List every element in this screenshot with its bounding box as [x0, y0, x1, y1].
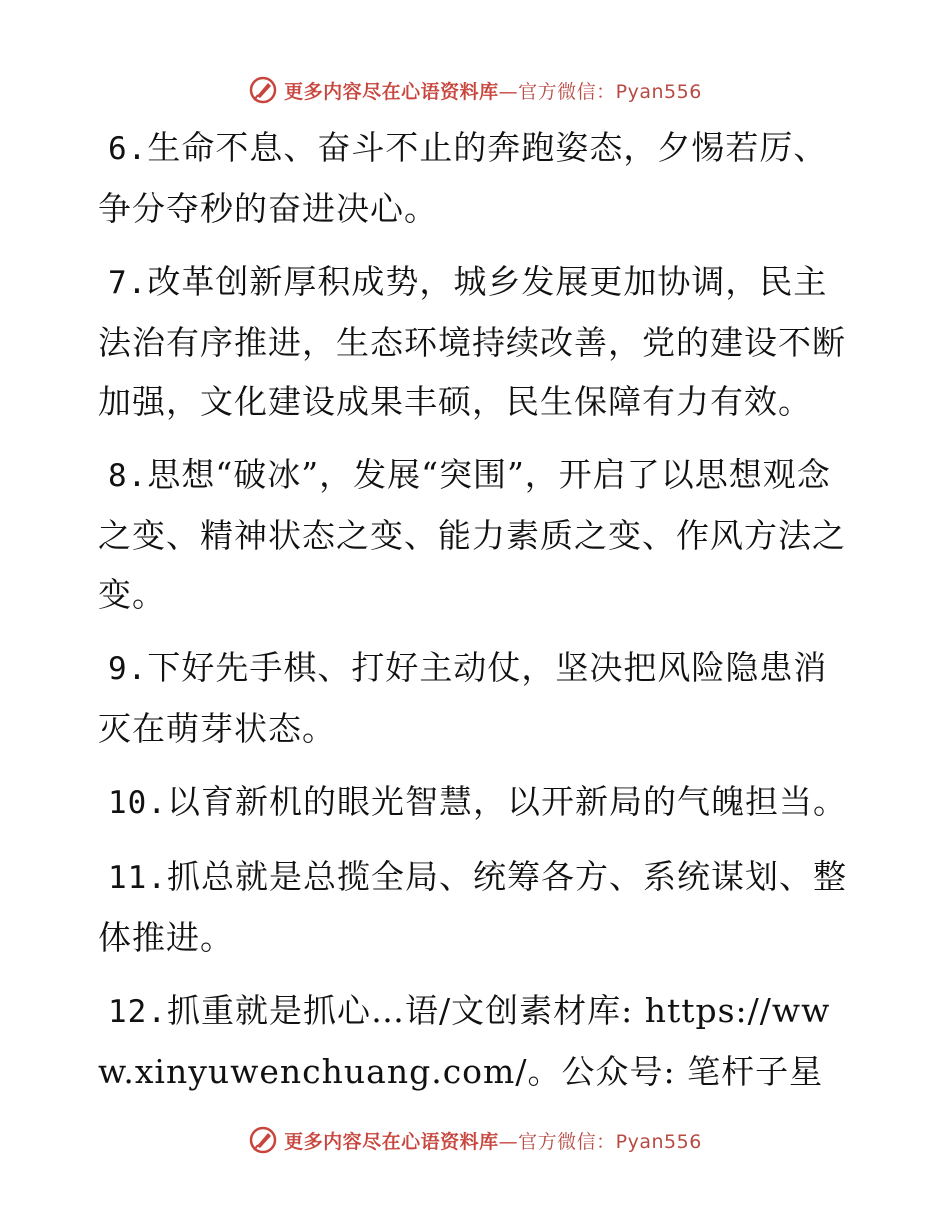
- paragraph-7: [98, 252, 858, 431]
- paragraph-12: [98, 981, 858, 1101]
- paragraph-text: 思想“破冰”，发展“突围”，开启了以思想观念之变、精神状态之变、能力素质之变、作风方法之变。: [98, 455, 846, 614]
- paragraph-text: 下好先手棋、打好主动仗，坚决把风险隐患消灭在萌芽状态。: [98, 648, 828, 748]
- paragraph-number: 11.: [108, 860, 167, 896]
- header-brand-text: 更多内容尽在心语资料库: [284, 80, 499, 103]
- header-wechat-text: 官方微信：Pyan556: [518, 80, 702, 103]
- paragraph-number: 7.: [108, 265, 148, 301]
- paragraph-number: 8.: [108, 458, 148, 494]
- footer-banner: [0, 1122, 950, 1158]
- header-separator: —: [498, 80, 519, 103]
- paragraph-text: 抓重就是抓心…语/文创素材库: https://www.xinyuwenchuang.com/。公众号: 笔杆子星: [98, 991, 831, 1091]
- paragraph-text: 抓总就是总揽全局、统筹各方、系统谋划、整体推进。: [98, 857, 847, 957]
- header-banner: [0, 72, 950, 108]
- paragraph-9: [98, 638, 858, 758]
- paragraph-10: [98, 772, 858, 833]
- paragraph-6: [98, 118, 858, 238]
- footer-banner-text: [284, 1127, 702, 1154]
- paragraph-text: 以育新机的眼光智慧，以开新局的气魄担当。: [167, 782, 847, 821]
- footer-separator: —: [498, 1130, 519, 1153]
- paragraph-number: 6.: [108, 131, 148, 167]
- document-body: [98, 118, 858, 1115]
- quill-logo-icon: [248, 1125, 278, 1155]
- paragraph-text: 改革创新厚积成势，城乡发展更加协调，民主法治有序推进，生态环境持续改善，党的建设不断加强，文化建设成果丰硕，民生保障有力有效。: [98, 262, 846, 421]
- paragraph-number: 12.: [108, 994, 167, 1030]
- paragraph-number: 9.: [108, 651, 148, 687]
- header-banner-text: [284, 77, 702, 104]
- paragraph-11: [98, 847, 858, 967]
- footer-brand-text: 更多内容尽在心语资料库: [284, 1130, 499, 1153]
- paragraph-8: [98, 445, 858, 624]
- footer-wechat-text: 官方微信：Pyan556: [518, 1130, 702, 1153]
- paragraph-text: 生命不息、奋斗不止的奔跑姿态，夕惕若厉、争分夺秒的奋进决心。: [98, 128, 828, 228]
- paragraph-number: 10.: [108, 785, 167, 821]
- quill-logo-icon: [248, 75, 278, 105]
